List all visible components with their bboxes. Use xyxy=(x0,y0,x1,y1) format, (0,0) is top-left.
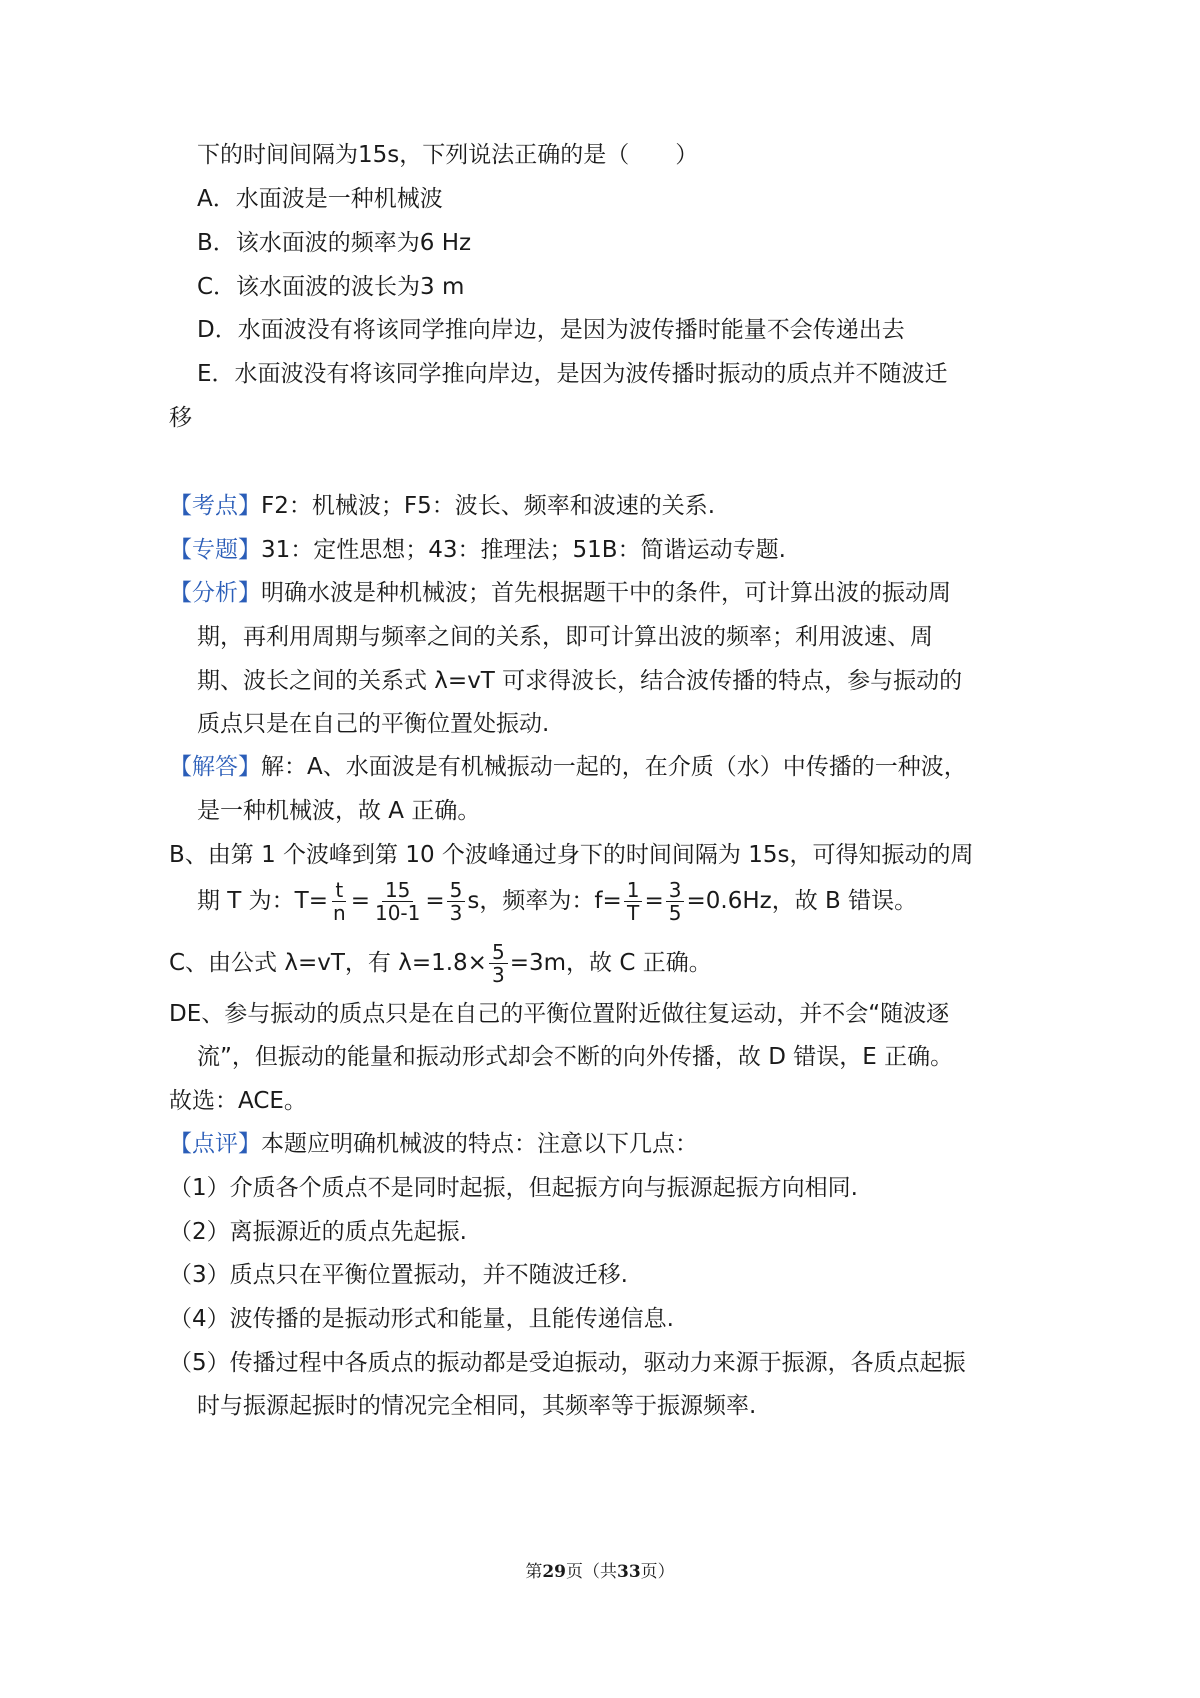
footer-total-pages: 33 xyxy=(617,1562,641,1582)
frac-den: 3 xyxy=(491,963,505,987)
footer-pre: 第 xyxy=(525,1562,543,1582)
frac-den: 5 xyxy=(668,901,682,925)
eq-sign: = xyxy=(350,888,370,914)
fenxi-tag: 【分析】 xyxy=(169,580,261,606)
fenxi-line-1: 明确水波是种机械波；首先根据题干中的条件，可计算出波的振动周 xyxy=(261,580,951,606)
fraction-5-over-3 xyxy=(447,879,466,924)
jieda-de-line-1: DE、参与振动的质点只是在自己的平衡位置附近做往复运动，并不会“随波逐 xyxy=(169,1001,950,1027)
dianping-point-5-wrap: 时与振源起振时的情况完全相同，其频率等于振源频率. xyxy=(197,1393,757,1419)
question-stem-tail: 下的时间间隔为15s，下列说法正确的是（ ） xyxy=(197,142,699,168)
b-suffix: =0.6Hz，故 B 错误。 xyxy=(686,888,918,914)
fraction-1-over-t xyxy=(624,879,643,924)
option-e: E．水面波没有将该同学推向岸边，是因为波传播时振动的质点并不随波迁 xyxy=(197,361,948,387)
b-mid: s，频率为：f= xyxy=(467,888,622,914)
dianping-point-3: （3）质点只在平衡位置振动，并不随波迁移. xyxy=(169,1262,628,1288)
option-e-wrap: 移 xyxy=(169,405,192,431)
frac-num: 5 xyxy=(447,879,466,902)
fenxi-line-3: 期、波长之间的关系式 λ=vT 可求得波长，结合波传播的特点，参与振动的 xyxy=(197,668,963,694)
jieda-row xyxy=(169,750,967,784)
option-b: B．该水面波的频率为6 Hz xyxy=(197,230,472,256)
frac-num: 1 xyxy=(624,879,643,902)
kaodian-text: F2：机械波；F5：波长、频率和波速的关系. xyxy=(261,493,716,519)
kaodian-tag: 【考点】 xyxy=(169,493,261,519)
page-footer xyxy=(0,1557,1200,1582)
frac-den: 3 xyxy=(449,901,463,925)
fraction-3-over-5 xyxy=(666,879,685,924)
jieda-a-line-1: 解：A、水面波是有机械振动一起的，在介质（水）中传播的一种波， xyxy=(261,754,967,780)
fraction-15-over-10-1 xyxy=(372,879,423,924)
c-prefix: C、由公式 λ=vT，有 λ=1.8× xyxy=(169,950,487,976)
zhuanti-text: 31：定性思想；43：推理法；51B：简谐运动专题. xyxy=(261,537,786,563)
zhuanti-tag: 【专题】 xyxy=(169,537,261,563)
fraction-5-over-3 xyxy=(489,941,508,986)
dianping-point-2: （2）离振源近的质点先起振. xyxy=(169,1219,467,1245)
c-suffix: =3m，故 C 正确。 xyxy=(509,950,712,976)
dianping-row xyxy=(169,1127,698,1161)
jieda-c-line xyxy=(169,938,712,988)
zhuanti-row xyxy=(169,533,786,567)
dianping-point-1: （1）介质各个质点不是同时起振，但起振方向与振源起振方向相同. xyxy=(169,1175,858,1201)
footer-mid: 页（共 xyxy=(566,1562,617,1582)
jieda-tag: 【解答】 xyxy=(169,754,261,780)
jieda-b-line-2 xyxy=(197,876,917,926)
option-a: A．水面波是一种机械波 xyxy=(197,186,443,212)
fenxi-line-4: 质点只是在自己的平衡位置处振动. xyxy=(197,711,550,737)
jieda-de-line-2: 流”，但振动的能量和振动形式却会不断的向外传播，故 D 错误，E 正确。 xyxy=(197,1044,954,1070)
dianping-point-5: （5）传播过程中各质点的振动都是受迫振动，驱动力来源于振源，各质点起振 xyxy=(169,1350,966,1376)
jieda-answer: 故选：ACE。 xyxy=(169,1088,307,1114)
dianping-tag: 【点评】 xyxy=(169,1131,261,1157)
option-d: D．水面波没有将该同学推向岸边，是因为波传播时能量不会传递出去 xyxy=(197,317,905,343)
footer-post: 页） xyxy=(640,1562,675,1582)
fraction-t-over-n xyxy=(330,879,349,924)
frac-num: 15 xyxy=(382,879,413,902)
eq-sign: = xyxy=(644,888,664,914)
footer-page-number: 29 xyxy=(542,1562,566,1582)
frac-den: n xyxy=(333,901,346,925)
frac-num: 3 xyxy=(666,879,685,902)
frac-den: 10-1 xyxy=(374,901,421,925)
b-prefix: 期 T 为：T= xyxy=(197,888,328,914)
dianping-text: 本题应明确机械波的特点：注意以下几点： xyxy=(261,1131,698,1157)
jieda-b-line-1: B、由第 1 个波峰到第 10 个波峰通过身下的时间间隔为 15s，可得知振动的周 xyxy=(169,842,974,868)
frac-num: 5 xyxy=(489,941,508,964)
option-c: C．该水面波的波长为3 m xyxy=(197,274,465,300)
jieda-a-line-2: 是一种机械波，故 A 正确。 xyxy=(197,798,481,824)
fenxi-line-2: 期，再利用周期与频率之间的关系，即可计算出波的频率；利用波速、周 xyxy=(197,624,933,650)
frac-num: t xyxy=(332,879,346,902)
fenxi-row xyxy=(169,576,951,610)
dianping-point-4: （4）波传播的是振动形式和能量，且能传递信息. xyxy=(169,1306,674,1332)
frac-den: T xyxy=(626,901,640,925)
eq-sign: = xyxy=(425,888,445,914)
kaodian-row xyxy=(169,489,715,523)
